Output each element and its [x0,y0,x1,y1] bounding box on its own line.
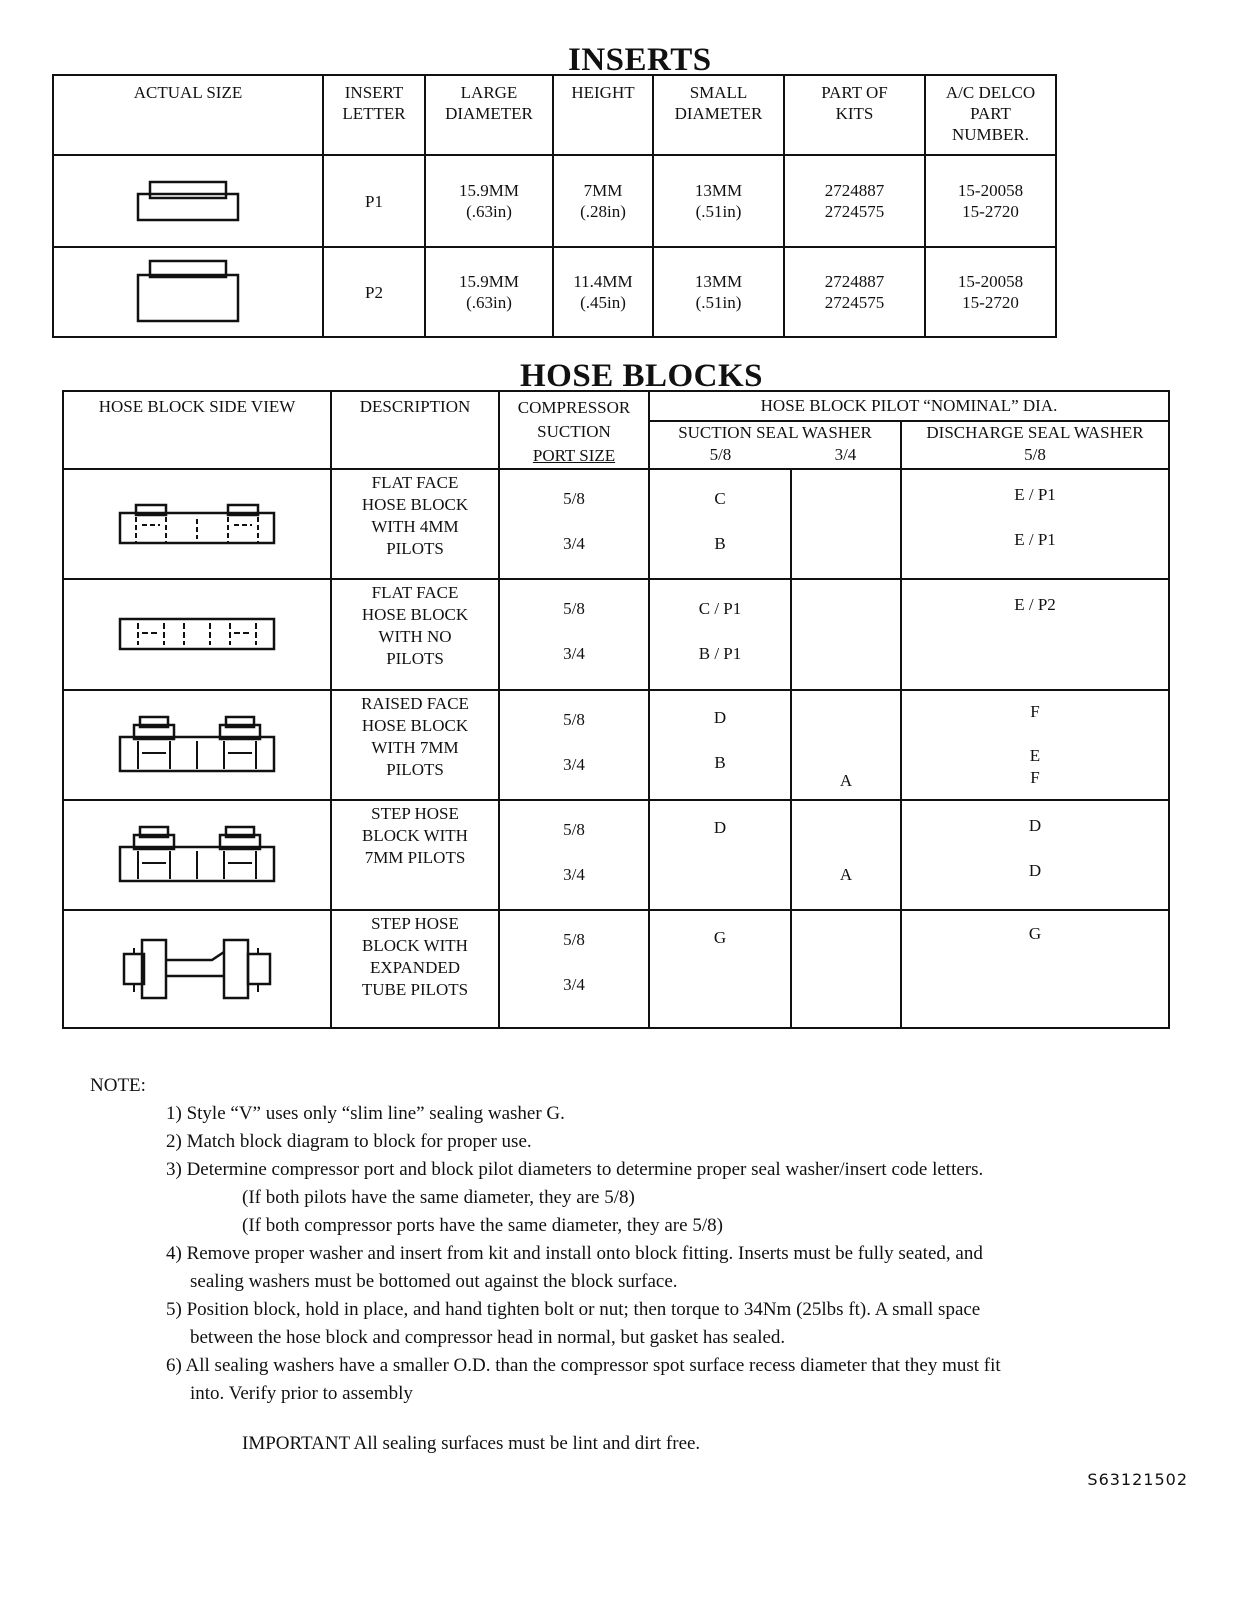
description: FLAT FACE HOSE BLOCK WITH 4MM PILOTS [331,469,499,579]
header-height: HEIGHT [553,75,653,155]
table-row [63,469,1169,579]
note-4: 4) Remove proper washer and insert from kit and install onto block fitting. Inserts must be fully seated, and [166,1243,983,1264]
suction-58: C B [649,469,791,579]
suction-34 [791,469,901,579]
height: 7MM (.28in) [553,155,653,247]
step-7mm-drawing [63,800,331,910]
header-large-diameter: LARGE DIAMETER [425,75,553,155]
notes [90,1075,1001,1458]
header-description: DESCRIPTION [331,391,499,469]
header-side-view: HOSE BLOCK SIDE VIEW [63,391,331,469]
insert-p1-drawing [53,155,323,247]
large-diameter: 15.9MM (.63in) [425,155,553,247]
height: 11.4MM (.45in) [553,247,653,337]
table-row [53,247,1056,337]
part-number: 15-20058 15-2720 [925,155,1056,247]
suction-58: D B [649,690,791,800]
insert-p2-drawing [53,247,323,337]
discharge-58: E / P2 [901,579,1169,690]
insert-letter: P2 [323,247,425,337]
discharge-58: F E F [901,690,1169,800]
insert-letter: P1 [323,155,425,247]
note-5-cont: between the hose block and compressor head in normal, but gasket has sealed. [190,1327,786,1348]
inserts-title: INSERTS [568,42,712,78]
suction-58: C / P1 B / P1 [649,579,791,690]
note-5: 5) Position block, hold in place, and hand tighten bolt or nut; then torque to 34Nm (25lbs ft). A small space [166,1299,981,1320]
header-small-diameter: SMALL DIAMETER [653,75,784,155]
part-number: 15-20058 15-2720 [925,247,1056,337]
flat-face-4mm-drawing [63,469,331,579]
table-row [63,910,1169,1028]
table-row [63,800,1169,910]
description: RAISED FACE HOSE BLOCK WITH 7MM PILOTS [331,690,499,800]
table-row [63,579,1169,690]
large-diameter: 15.9MM (.63in) [425,247,553,337]
important-note: IMPORTANT All sealing surfaces must be lint and dirt free. [242,1433,701,1454]
description: STEP HOSE BLOCK WITH 7MM PILOTS [331,800,499,910]
table-row [63,690,1169,800]
header-part-of-kits: PART OF KITS [784,75,925,155]
note-4-cont: sealing washers must be bottomed out against the block surface. [190,1271,678,1292]
part-of-kits: 2724887 2724575 [784,155,925,247]
port-size: 5/8 3/4 [499,910,649,1028]
suction-34: A [791,800,901,910]
inserts-table [52,74,1057,338]
note-1: 1) Style “V” uses only “slim line” sealing washer G. [166,1103,565,1124]
note-label: NOTE: [90,1075,146,1096]
header-insert-letter: INSERT LETTER [323,75,425,155]
suction-58: G [649,910,791,1028]
document-reference: S63121502 [1087,1470,1188,1489]
discharge-58: G [901,910,1169,1028]
port-size: 5/8 3/4 [499,579,649,690]
suction-58: D [649,800,791,910]
note-6-cont: into. Verify prior to assembly [190,1383,413,1404]
suction-34: A [791,690,901,800]
note-3a: (If both pilots have the same diameter, they are 5/8) [242,1187,635,1208]
flat-face-no-pilots-drawing [63,579,331,690]
discharge-58: D D [901,800,1169,910]
description: STEP HOSE BLOCK WITH EXPANDED TUBE PILOTS [331,910,499,1028]
header-compressor-port: COMPRESSOR SUCTION PORT SIZE [499,391,649,469]
discharge-58: E / P1 E / P1 [901,469,1169,579]
suction-34 [791,579,901,690]
hose-blocks-title: HOSE BLOCKS [520,358,763,394]
header-discharge-washer: DISCHARGE SEAL WASHER 5/8 [901,421,1169,470]
step-expanded-tube-drawing [63,910,331,1028]
header-suction-washer: SUCTION SEAL WASHER 5/8 3/4 [649,421,901,470]
note-3: 3) Determine compressor port and block pilot diameters to determine proper seal washer/insert code letters. [166,1159,984,1180]
header-part-number: A/C DELCO PART NUMBER. [925,75,1056,155]
note-2: 2) Match block diagram to block for proper use. [166,1131,532,1152]
small-diameter: 13MM (.51in) [653,155,784,247]
header-actual-size: ACTUAL SIZE [53,75,323,155]
hose-blocks-table [62,390,1170,1029]
suction-34 [791,910,901,1028]
note-3b: (If both compressor ports have the same diameter, they are 5/8) [242,1215,723,1236]
port-size: 5/8 3/4 [499,469,649,579]
description: FLAT FACE HOSE BLOCK WITH NO PILOTS [331,579,499,690]
small-diameter: 13MM (.51in) [653,247,784,337]
table-row [53,155,1056,247]
note-6: 6) All sealing washers have a smaller O.D. than the compressor spot surface recess diameter that they must fit [166,1355,1001,1376]
port-size: 5/8 3/4 [499,690,649,800]
port-size: 5/8 3/4 [499,800,649,910]
header-pilot-dia: HOSE BLOCK PILOT “NOMINAL” DIA. [649,391,1169,421]
raised-face-7mm-drawing [63,690,331,800]
part-of-kits: 2724887 2724575 [784,247,925,337]
